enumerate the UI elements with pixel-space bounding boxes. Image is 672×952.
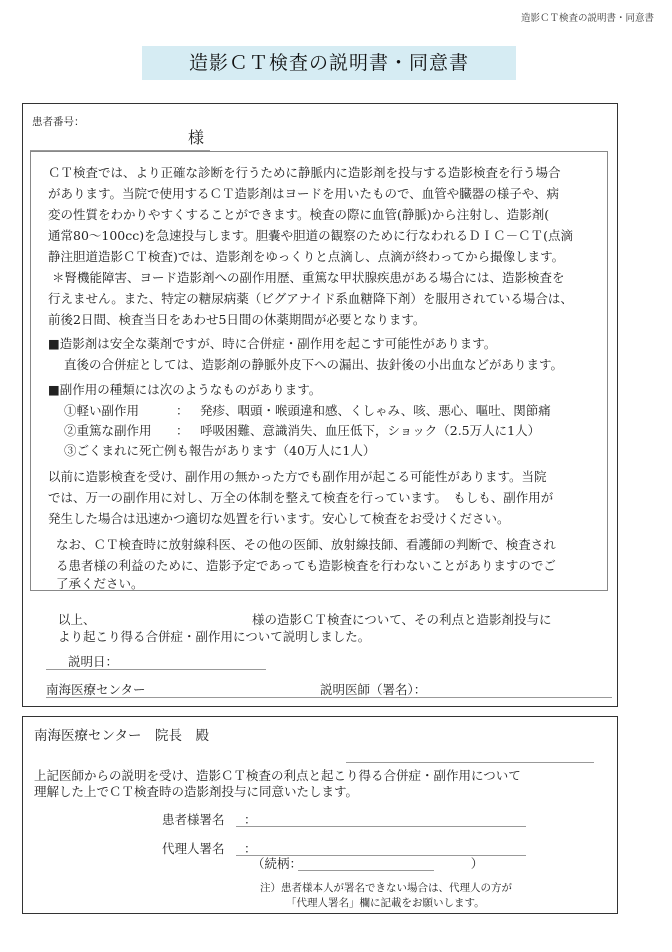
patient-signature-field[interactable] — [236, 826, 526, 827]
consent-divider — [346, 762, 594, 763]
statement-line1: 様の造影ＣＴ検査について、その利点と造影剤投与に — [252, 612, 552, 627]
side-effect-separator: ： — [176, 403, 189, 418]
explanation-line: 発生した場合は迅速かつ適切な処置を行います。安心して検査をお受けください。 — [48, 511, 510, 526]
patient-name-suffix: 様 — [188, 128, 205, 147]
proxy-signature-label: 代理人署名 — [162, 841, 225, 856]
explanation-line: 静注胆道造影ＣＴ検査)では、造影剤をゆっくりと点滴し、点滴が終わってから撮像します。 — [48, 249, 565, 264]
statement-line2: より起こり得る合併症・副作用について説明しました。 — [58, 629, 371, 644]
consent-addressee: 南海医療センター 院長 殿 — [34, 728, 209, 744]
proxy-signature-separator: ： — [244, 841, 257, 856]
document-title: 造影ＣＴ検査の説明書・同意書 — [142, 46, 516, 80]
explanation-line: る患者様の利益のために、造影予定であっても造影検査を行わないことがありますのでご — [56, 558, 556, 573]
side-effect-desc: 呼吸困難、意識消失、血圧低下，ショック（2.5万人に1人） — [200, 423, 541, 438]
side-effect-label: ②重篤な副作用 — [64, 423, 152, 438]
statement-prefix: 以上、 — [58, 612, 96, 627]
side-effect-rare: ③ごくまれに死亡例も報告があります（40万人に1人） — [64, 443, 376, 458]
doctor-signature-label: 説明医師（署名）： — [320, 682, 427, 697]
explanation-date-line — [46, 669, 266, 670]
explanation-line: 以前に造影検査を受け、副作用の無かった方でも副作用が起こる可能性があります。当院 — [48, 469, 547, 484]
proxy-note-line: 「代理人署名」欄に記載をお願いします。 — [286, 897, 485, 909]
side-effects-heading: ■副作用の種類には次のようなものがあります。 — [48, 382, 322, 397]
explanation-line: なお、ＣＴ検査時に放射線科医、その他の医師、放射線技師、看護師の判断で、検査され — [56, 537, 556, 552]
explanation-line: 行えません。また、特定の糖尿病薬（ビグアナイド系血糖降下剤）を服用されている場合は、 — [48, 291, 573, 306]
proxy-relation-field[interactable] — [298, 870, 434, 871]
hospital-name: 南海医療センター — [46, 682, 146, 697]
complication-heading: ■造影剤は安全な薬剤ですが、時に合併症・副作用を起こす可能性があります。 — [48, 336, 497, 351]
proxy-note-line: 注）患者様本人が署名できない場合は、代理人の方が — [260, 882, 512, 894]
explanation-line: 変の性質をわかりやすくすることができます。検査の際に血管(静脈)から注射し、造影剤( — [48, 207, 550, 222]
explanation-line: 通常80～100cc)を急速投与します。胆嚢や胆道の観察のために行なわれるＤＩＣ－ＣＴ(点滴 — [48, 228, 574, 243]
header-note: 造影ＣＴ検査の説明書・同意書 — [520, 13, 654, 24]
explanation-line: ＣＴ検査では、より正確な診断を行うために静脈内に造影剤を投与する造影検査を行う場合 — [48, 165, 561, 180]
consent-text-line: 上記医師からの説明を受け、造影ＣＴ検査の利点と起こり得る合併症・副作用について — [34, 768, 521, 783]
proxy-relation: （続柄： ） — [252, 856, 484, 871]
explanation-line: では、万一の副作用に対し、万全の体制を整えて検査を行っています。 もしも、副作用が — [48, 490, 554, 505]
side-effect-label: ①軽い副作用 — [64, 403, 140, 418]
explanation-line: ＊腎機能障害、ヨード造影剤への副作用歴、重篤な甲状腺疾患がある場合には、造影検査を — [52, 270, 565, 285]
side-effect-desc: 発疹、咽頭・喉頭違和感、くしゃみ、咳、悪心、嘔吐、関節痛 — [200, 403, 551, 418]
explanation-line: があります。当院で使用するＣＴ造影剤はヨードを用いたもので、血管や臓器の様子や、病 — [48, 186, 560, 201]
explanation-line: 前後2日間、検査当日をあわせ5日間の休薬期間が必要となります。 — [48, 312, 426, 327]
side-effect-separator: ： — [176, 423, 189, 438]
patient-number-label: 患者番号： — [32, 116, 85, 128]
patient-name-line — [30, 150, 210, 151]
patient-signature-label: 患者様署名 — [162, 812, 225, 827]
explanation-line: 了承ください。 — [56, 576, 144, 591]
patient-signature-separator: ： — [244, 812, 257, 827]
consent-text-line: 理解した上でＣＴ検査時の造影剤投与に同意いたします。 — [34, 784, 359, 799]
explanation-date-label: 説明日： — [68, 654, 119, 669]
complication-line: 直後の合併症としては、造影剤の静脈外皮下への漏出、抜針後の小出血などがあります。 — [64, 357, 564, 372]
